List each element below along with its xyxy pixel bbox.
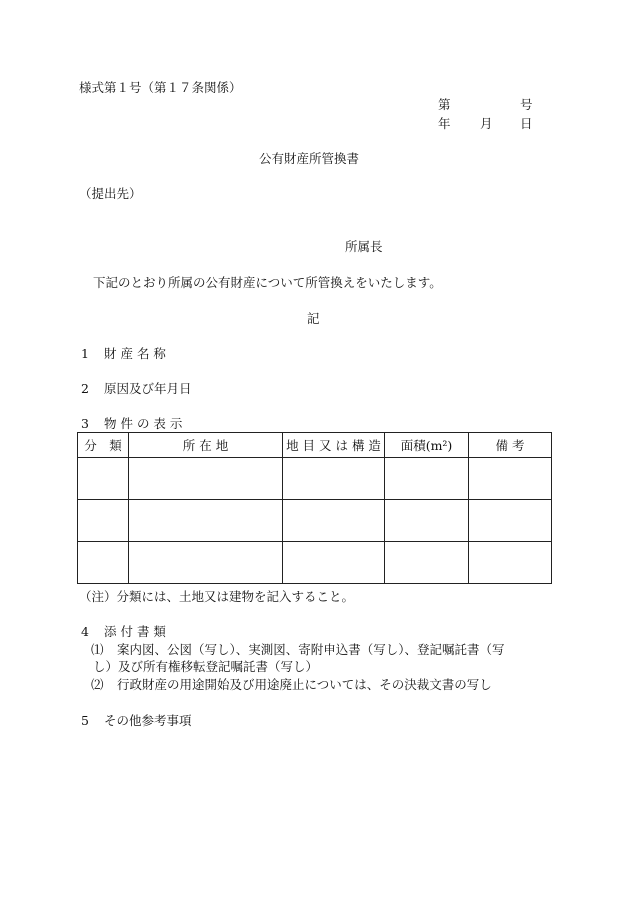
- item-5-label: その他参考事項: [104, 713, 192, 728]
- form-number-label: 様式第１号（第１７条関係）: [79, 80, 242, 95]
- attachment-1-line-2: し）及び所有権移転登記嘱託書（写し）: [93, 659, 319, 674]
- table-cell: [129, 500, 283, 542]
- item-4-label: 添 付 書 類: [104, 624, 166, 639]
- table-cell: [78, 458, 129, 500]
- table-cell: [283, 542, 385, 584]
- table-row: [78, 542, 552, 584]
- header-classification: 分 類: [78, 433, 129, 458]
- table-cell: [283, 500, 385, 542]
- header-land-category-structure: 地 目 又 は 構 造: [283, 433, 385, 458]
- date-month: 月: [480, 116, 493, 131]
- table-cell: [385, 500, 469, 542]
- date-year: 年: [438, 116, 451, 131]
- document-number-prefix: 第: [438, 97, 451, 112]
- table-header-row: [78, 433, 552, 458]
- sender-label: 所属長: [345, 239, 383, 254]
- attachment-1-number: ⑴: [91, 642, 104, 657]
- table-cell: [283, 458, 385, 500]
- table-note: （注）分類には、土地又は建物を記入すること。: [79, 589, 355, 604]
- table-cell: [385, 542, 469, 584]
- table-row: [78, 458, 552, 500]
- item-4-number: 4: [81, 624, 89, 639]
- attachment-2-line-1: 行政財産の用途開始及び用途廃止については、その決裁文書の写し: [117, 677, 492, 692]
- table-cell: [78, 542, 129, 584]
- document-number-suffix: 号: [520, 97, 533, 112]
- recipient-label: （提出先）: [79, 186, 142, 201]
- table-cell: [385, 458, 469, 500]
- ki-heading: 記: [307, 311, 320, 326]
- attachment-1-line-1: 案内図、公図（写し）、実測図、寄附申込書（写し）、登記嘱託書（写: [117, 642, 505, 657]
- table-cell: [129, 542, 283, 584]
- table-cell: [469, 542, 552, 584]
- item-5-number: 5: [81, 713, 89, 728]
- header-remarks: 備 考: [469, 433, 552, 458]
- header-area: 面積(m²): [385, 433, 469, 458]
- item-2-label: 原因及び年月日: [104, 381, 192, 396]
- property-table: [77, 432, 552, 584]
- date-day: 日: [520, 116, 533, 131]
- document-title: 公有財産所管換書: [259, 151, 360, 166]
- table-row: [78, 500, 552, 542]
- table-cell: [78, 500, 129, 542]
- table-cell: [469, 458, 552, 500]
- intro-sentence: 下記のとおり所属の公有財産について所管換えをいたします。: [93, 275, 442, 290]
- item-1-label: 財 産 名 称: [104, 346, 166, 361]
- table-cell: [469, 500, 552, 542]
- item-3-label: 物 件 の 表 示: [104, 416, 183, 431]
- table-cell: [129, 458, 283, 500]
- attachment-2-number: ⑵: [91, 677, 104, 692]
- item-3-number: 3: [81, 416, 89, 431]
- item-2-number: 2: [81, 381, 89, 396]
- item-1-number: 1: [81, 346, 89, 361]
- header-location: 所 在 地: [129, 433, 283, 458]
